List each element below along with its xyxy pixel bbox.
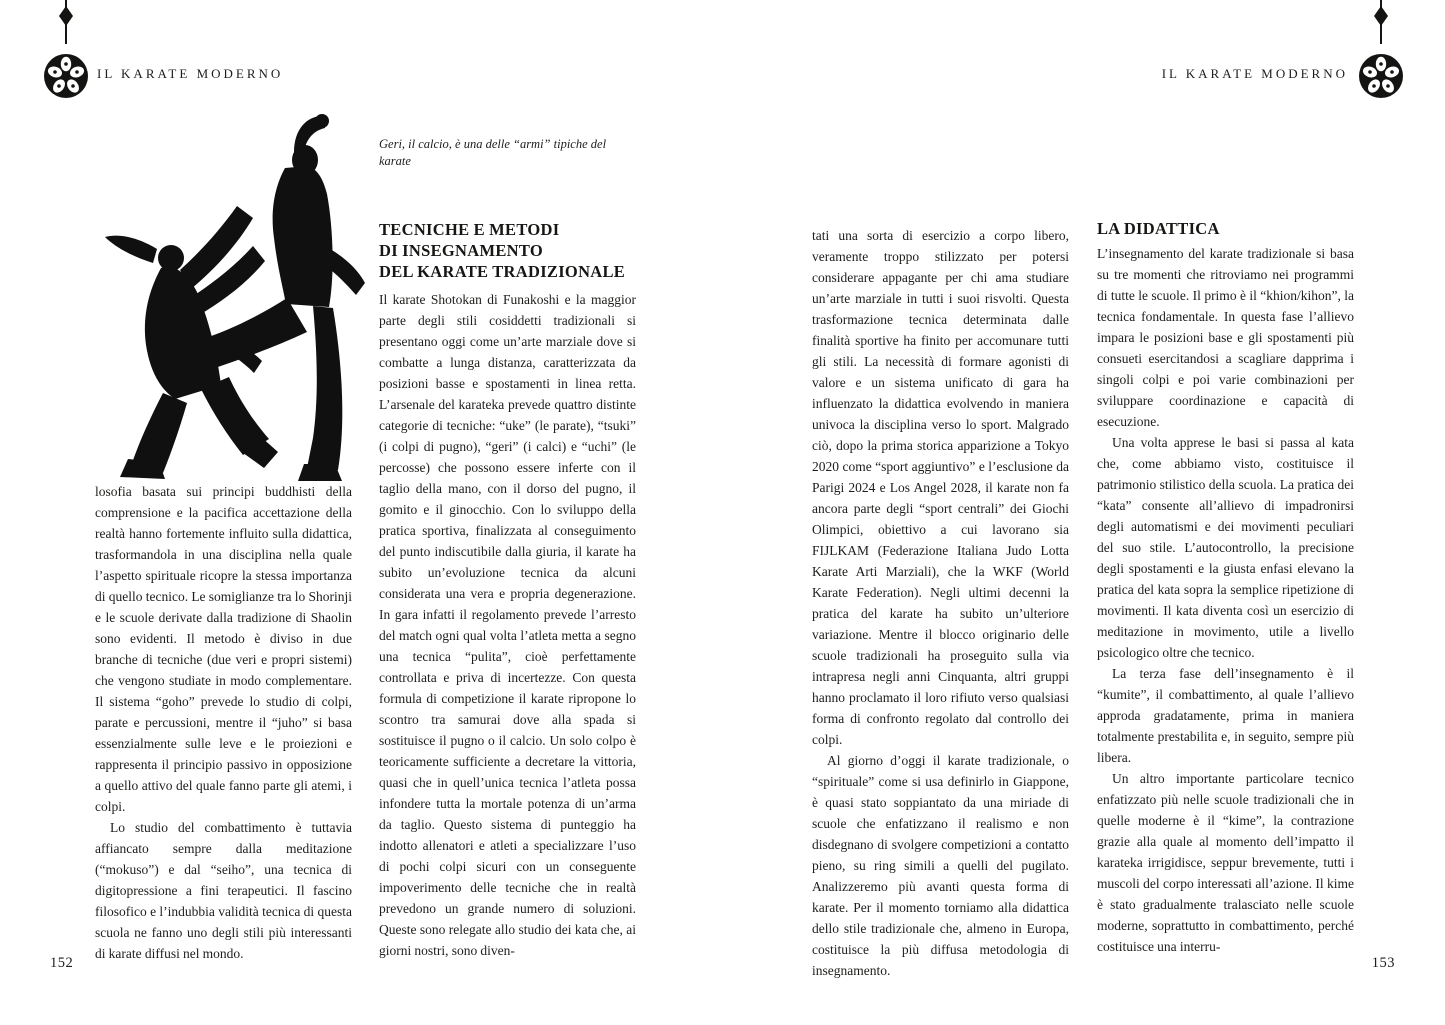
paragraph: L’insegnamento del karate tradizionale si basa su tre momenti che ritroviamo nei programmi di tutte le scuole. Il primo è il “khion/kihon”, la tecnica fondamentale. In questa fase l’allievo impara le posizioni base e gli spostamenti più consueti esercitandosi a scagliare dapprima i singoli colpi e poi varie combinazioni per sviluppare coordinazione e capacità di esecuzione. — [1097, 246, 1354, 429]
karate-silhouette-illustration — [72, 106, 378, 484]
text-column-2 — [379, 219, 636, 961]
text-column-1 — [95, 481, 352, 964]
section-heading-didattica: LA DIDATTICA — [1097, 219, 1220, 238]
paragraph: losofia basata sui principi buddhisti della comprensione e la pacifica accettazione della realtà hanno fortemente influito sulla didattica, trasformandola in una disciplina nella quale l’aspetto spirituale ricopre la stessa importanza di quello tecnico. Le somiglianze tra lo Shorinji e le scuole derivate dalla tradizione di Shaolin sono evidenti. Il metodo è diviso in due branche di tecniche (due veri e propri sistemi) che vengono studiate in modo complementare. Il sistema “goho” prevede lo studio di colpi, parate e percussioni, mentre il “juho” si basa essenzialmente sulle leve e le proiezioni e rappresenta il principio passivo in opposizione a quello attivo del quale fanno parte gli atemi, i colpi. — [95, 484, 352, 814]
heading-line: TECNICHE E METODI — [379, 220, 560, 239]
running-head-left: IL KARATE MODERNO — [97, 66, 284, 81]
heading-line: DEL KARATE TRADIZIONALE — [379, 262, 626, 281]
section-heading-tecniche — [379, 219, 636, 282]
paragraph: Lo studio del combattimento è tuttavia affiancato sempre dalla meditazione (“mokuso”) e dal “seiho”, una tecnica di digitopressione a fini terapeutici. Il fascino filosofico e l’indubbia validità tecnica di questa scuola ne fanno uno degli stili più interessanti di karate diffusi nel mondo. — [95, 820, 352, 961]
running-head-right: IL KARATE MODERNO — [1161, 66, 1348, 81]
paragraph: Il karate Shotokan di Funakoshi e la maggior parte degli stili cosiddetti tradizionali si presentano oggi come un’arte marziale dove si combatte a lunga distanza, caratterizzata da posizioni basse e spostamenti in linea retta. L’arsenale del karateka prevede quattro distinte categorie di tecniche: “uke” (le parate), “tsuki” (i colpi di pugno), “geri” (i calci) e “uchi” (le percosse) che possono essere inferte con il taglio della mano, con il dorso del pugno, il gomito e il ginocchio. Con lo sviluppo della pratica sportiva, finalizzata al conseguimento del punto indiscutibile dalla giuria, il karate ha subito un’evoluzione tecnica da alcuni considerata una vera e propria degenerazione. In gara infatti il regolamento prevede l’arresto del match ogni qual volta l’atleta metta a segno una tecnica “pulita”, cioè perfettamente controllata e priva di incertezze. Con questa formula di competizione il karate ripropone lo scontro tra samurai dove alla spada si sostituisce il pugno o il calcio. Un solo colpo è teoricamente sufficiente a decretare la vittoria, quasi che in quell’unica tecnica l’atleta possa infondere tutta la mortale potenza di un’arma da taglio. Questo sistema di punteggio ha indotto allenatori e atleti a specializzare l’uso di pochi colpi sicuri con un conseguente impoverimento delle tecniche che in realtà prevedono un grande numero di soluzioni. Queste sono relegate allo studio dei kata che, ai giorni nostri, sono diven- — [379, 292, 636, 958]
text-column-4 — [1097, 218, 1354, 957]
kamon-crest-icon — [1357, 0, 1405, 104]
paragraph: tati una sorta di esercizio a corpo libero, veramente troppo stilizzato per potersi considerare appagante per chi ama studiare un’arte marziale in tutti i suoi risvolti. Questa trasformazione tecnica determinata dalle finalità sportive ha finito per accomunare tutti gli stili. La necessità di formare agonisti di valore e un sistema unificato di gara ha influenzato la didattica evolvendo in maniera univoca la disciplina verso lo sport. Malgrado ciò, dopo la prima storica apparizione a Tokyo 2020 come “sport aggiuntivo” e l’esclusione da Parigi 2024 e Los Angel 2028, il karate non fa ancora parte degli “sport centrali” dei Giochi Olimpici, obiettivo a cui lavorano sia FIJLKAM (Federazione Italiana Judo Lotta Karate Arti Marziali), che la WKF (World Karate Federation). Negli ultimi decenni la pratica del karate ha subito un’ulteriore variazione. Mentre il blocco originario delle scuole tradizionali ha proseguito sulla via intrapresa negli anni Cinquanta, altri gruppi hanno proclamato il loro rifiuto verso qualsiasi forma di confronto regolato dal controllo dei colpi. — [812, 228, 1069, 747]
two-karateka-silhouette — [72, 106, 378, 484]
kamon-crest-icon — [1357, 0, 1405, 104]
illustration-caption: Geri, il calcio, è una delle “armi” tipiche del karate — [379, 137, 607, 168]
paragraph: Una volta apprese le basi si passa al kata che, come abbiamo visto, costituisce il patrimonio stilistico della scuola. La pratica dei “kata” consente all’allievo di impadronirsi degli automatismi e dei movimenti peculiari del suo stile. L’autocontrollo, la precisione degli spostamenti e la giusta enfasi elevano la pratica del kata sopra la semplice ripetizione di movimenti. Il kata diventa così un esercizio di meditazione in movimento, utile a livello psicologico oltre che tecnico. — [1097, 435, 1354, 660]
paragraph: Al giorno d’oggi il karate tradizionale, o “spirituale” come si usa definirlo in Giappone, è quasi stato soppiantato da una miriade di scuole che enfatizzano il realismo e non disdegnano di svolgere competizioni a contatto pieno, su ring simili a quelli del pugilato. Analizzeremo più avanti questa forma di karate. Per il momento torniamo alla didattica dello stile tradizionale che, almeno in Europa, costituisce la più diffusa metodologia di insegnamento. — [812, 753, 1069, 978]
kamon-crest-icon — [42, 0, 90, 104]
paragraph: Un altro importante particolare tecnico enfatizzato più nelle scuole tradizionali che in quelle moderne è il “kime”, la contrazione grazie alla quale al momento dell’impatto il karateka irrigidisce, seppur brevemente, tutti i muscoli del corpo interessati all’azione. Il kime è stato gradualmente tralasciato nelle scuole moderne, soprattutto in combattimento, perché costituisce una interru- — [1097, 771, 1354, 954]
heading-line: DI INSEGNAMENTO — [379, 241, 543, 260]
kamon-crest-icon — [42, 0, 90, 104]
page-number-left: 152 — [50, 955, 74, 971]
paragraph: La terza fase dell’insegnamento è il “kumite”, il combattimento, al quale l’allievo approda gradatamente, prima in maniera totalmente prestabilita e, in seguito, sempre più libera. — [1097, 666, 1354, 765]
text-column-3 — [812, 225, 1069, 981]
page-number-right: 153 — [1371, 955, 1395, 971]
